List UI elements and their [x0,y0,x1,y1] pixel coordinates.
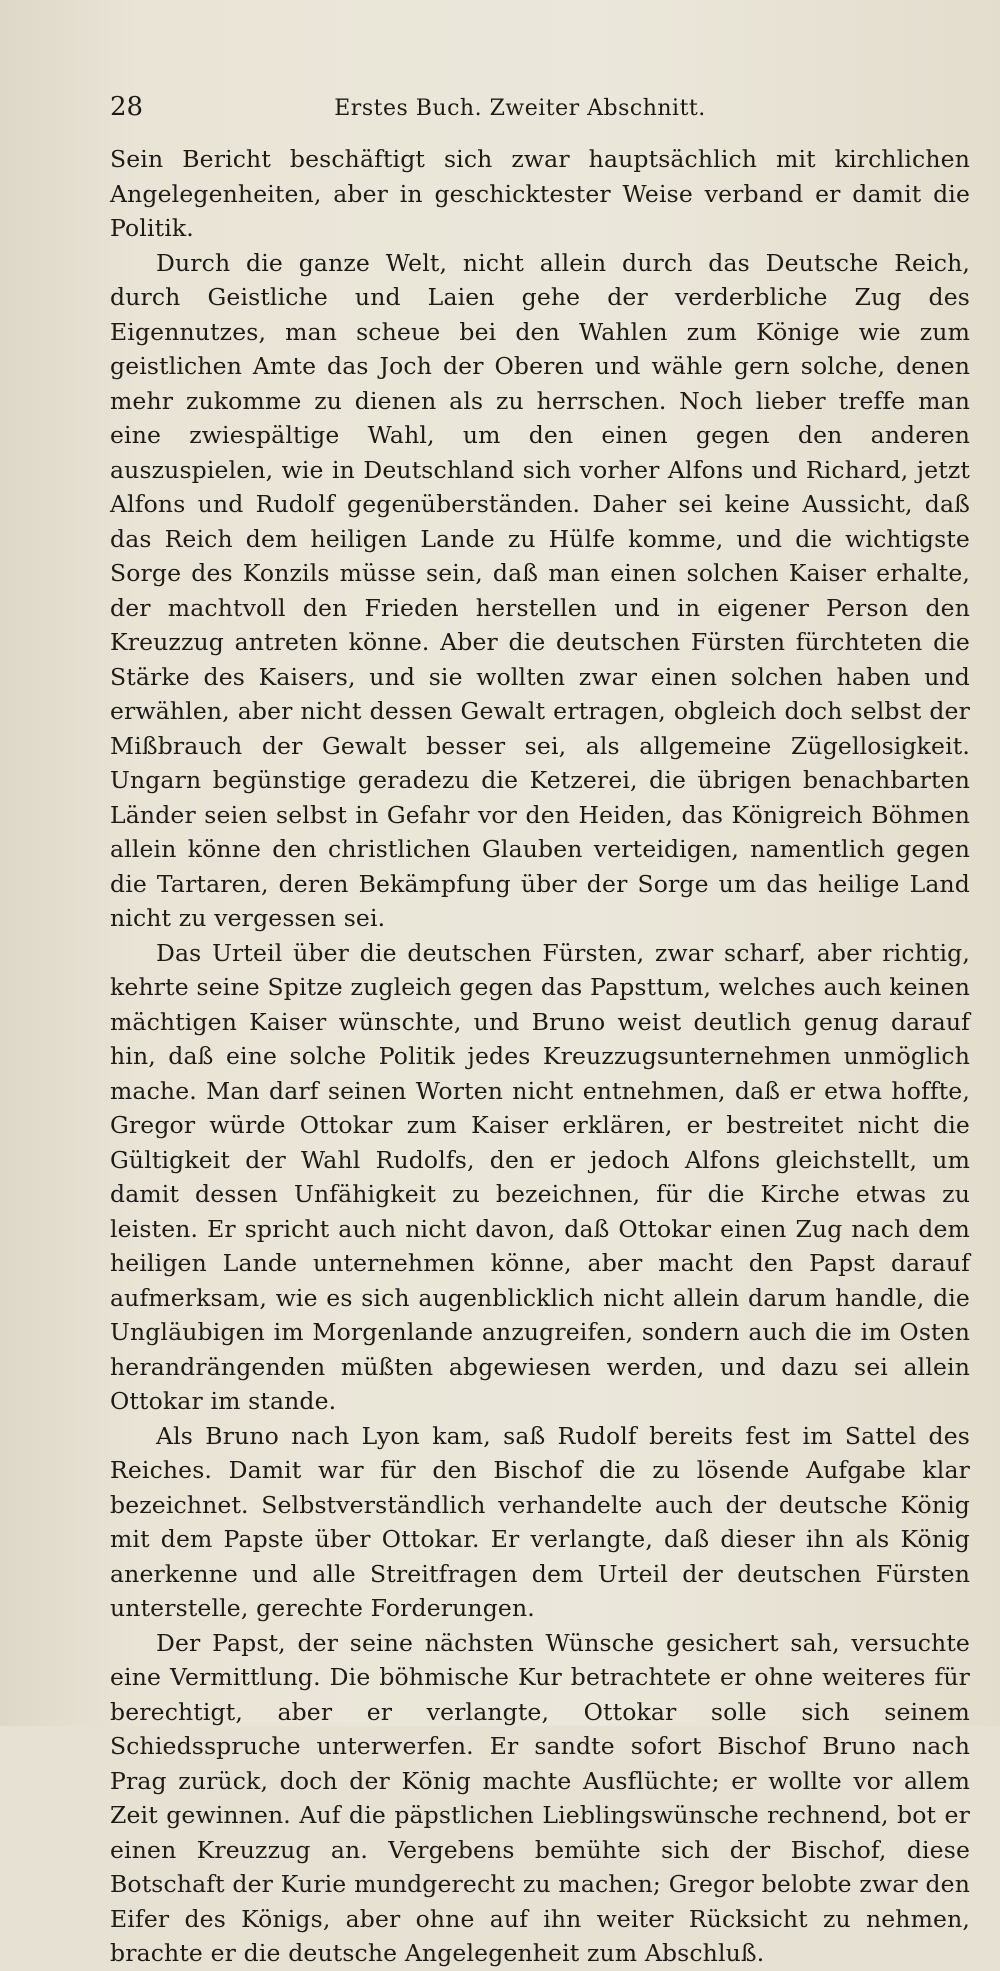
running-head [110,92,970,126]
body-text [110,142,970,1971]
running-title: Erstes Buch. Zweiter Abschnitt. [334,96,706,121]
paragraph-3: Das Urteil über die deutschen Fürsten, zwar scharf, aber richtig, kehrte seine Spitze zugleich gegen das Papsttum, welches auch keinen mächtigen Kaiser wünschte, und Bruno weist deutlich genug darauf hin, daß eine solche Politik jedes Kreuzzugsunternehmen unmöglich mache. Man darf seinen Worten nicht entnehmen, daß er etwa hoffte, Gregor würde Ottokar zum Kaiser erklären, er bestreitet nicht die Gültigkeit der Wahl Rudolfs, den er jedoch Alfons gleichstellt, um damit dessen Unfähigkeit zu bezeichnen, für die Kirche etwas zu leisten. Er spricht auch nicht davon, daß Ottokar einen Zug nach dem heiligen Lande unternehmen könne, aber macht den Papst darauf aufmerksam, wie es sich augenblicklich nicht allein darum handle, die Ungläubigen im Morgenlande anzugreifen, sondern auch die im Osten herandrängenden müßten abgewiesen werden, und dazu sei allein Ottokar im stande. [110,938,970,1415]
page-number: 28 [110,92,144,122]
paragraph-1: Sein Bericht beschäftigt sich zwar hauptsächlich mit kirchlichen Angelegenheiten, aber in geschicktester Weise verband er damit die Politik. [110,145,970,242]
paragraph-2: Durch die ganze Welt, nicht allein durch das Deutsche Reich, durch Geistliche und Laien gehe der verderbliche Zug des Eigennutzes, man scheue bei den Wahlen zum Könige wie zum geistlichen Amte das Joch der Oberen und wähle gern solche, denen mehr zukomme zu dienen als zu herrschen. Noch lieber treffe man eine zwiespältige Wahl, um den einen gegen den anderen auszuspielen, wie in Deutschland sich vorher Alfons und Richard, jetzt Alfons und Rudolf gegenüberständen. Daher sei keine Aussicht, daß das Reich dem heiligen Lande zu Hülfe komme, und die wichtigste Sorge des Konzils müsse sein, daß man einen solchen Kaiser erhalte, der machtvoll den Frieden herstellen und in eigener Person den Kreuzzug antreten könne. Aber die deutschen Fürsten fürchteten die Stärke des Kaisers, und sie wollten zwar einen solchen haben und erwählen, aber nicht dessen Gewalt ertragen, obgleich doch selbst der Mißbrauch der Gewalt besser sei, als allgemeine Zügellosigkeit. Ungarn begünstige geradezu die Ketzerei, die übrigen benachbarten Länder seien selbst in Gefahr vor den Heiden, das Königreich Böhmen allein könne den christlichen Glauben verteidigen, namentlich gegen die Tartaren, deren Bekämpfung über der Sorge um das heilige Land nicht zu vergessen sei. [110,248,970,932]
paragraph-5: Der Papst, der seine nächsten Wünsche gesichert sah, versuchte eine Vermittlung. Die böhmische Kur betrachtete er ohne weiteres für berechtigt, aber er verlangte, Ottokar solle sich seinem Schiedsspruche unterwerfen. Er sandte sofort Bischof Bruno nach Prag zurück, doch der König machte Ausflüchte; er wollte vor allem Zeit gewinnen. Auf die päpstlichen Lieblingswünsche rechnend, bot er einen Kreuzzug an. Vergebens bemühte sich der Bischof, diese Botschaft der Kurie mundgerecht zu machen; Gregor belobte zwar den Eifer des Königs, aber ohne auf ihn weiter Rücksicht zu nehmen, brachte er die deutsche Angelegenheit zum Abschluß. [110,1628,970,1967]
paragraph-4: Als Bruno nach Lyon kam, saß Rudolf bereits fest im Sattel des Reiches. Damit war für den Bischof die zu lösende Aufgabe klar bezeichnet. Selbstverständlich verhandelte auch der deutsche König mit dem Papste über Ottokar. Er verlangte, daß dieser ihn als König anerkenne und alle Streitfragen dem Urteil der deutschen Fürsten unterstelle, gerechte Forderungen. [110,1421,970,1622]
